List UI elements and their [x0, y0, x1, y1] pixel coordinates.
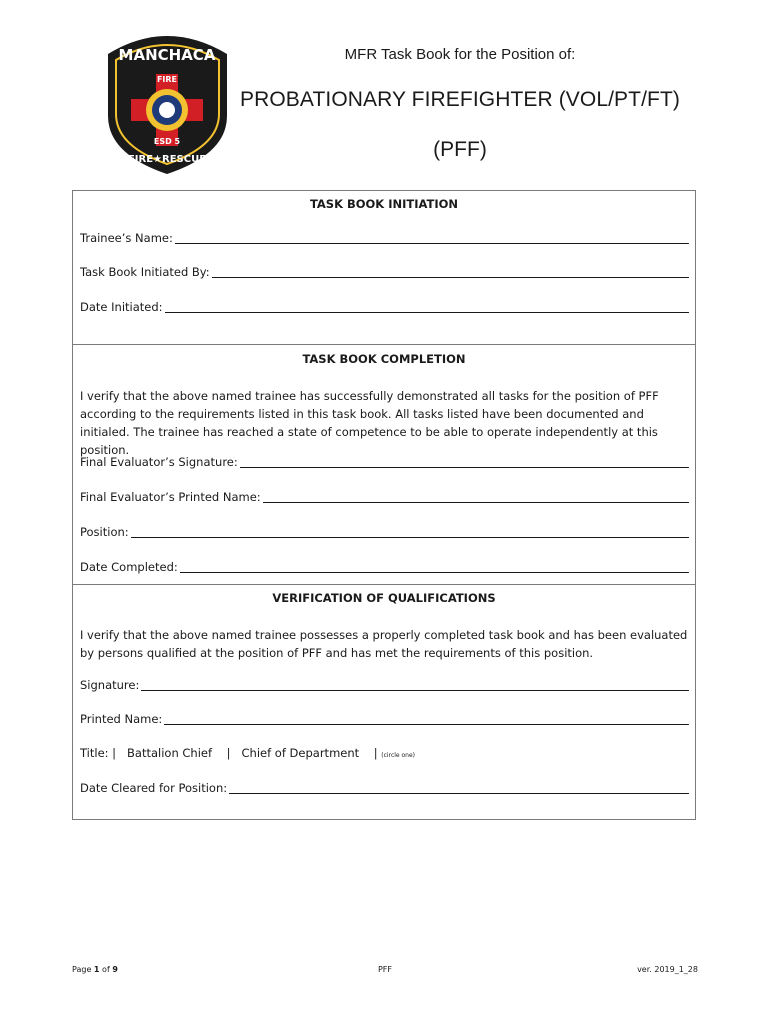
page-of: of — [102, 965, 110, 974]
initiated-by-line[interactable] — [212, 265, 689, 278]
verification-signature-label: Signature: — [80, 678, 140, 692]
title-label: Title: | — [80, 746, 117, 760]
position-code: (PFF) — [433, 138, 487, 161]
task-book-form — [72, 190, 696, 820]
date-completed-line[interactable] — [180, 560, 689, 573]
date-cleared-label: Date Cleared for Position: — [80, 781, 228, 795]
page-number — [72, 965, 118, 974]
completion-statement: I verify that the above named trainee has successfully demonstrated all tasks for the position of PFF according to the requirements listed in this task book. All tasks listed have been documented and initialed. The trainee has reached a state of competence to be able to operate independently at this position. — [80, 389, 659, 457]
trainee-name-field[interactable] — [80, 231, 689, 245]
completion-section — [73, 344, 695, 585]
circle-one-note: (circle one) — [381, 752, 416, 759]
verification-signature-line[interactable] — [141, 678, 689, 691]
logo-top-text: MANCHACA — [118, 46, 216, 64]
date-cleared-field[interactable] — [80, 781, 689, 795]
title-end-separator: | — [373, 746, 378, 760]
logo-fire-text: FIRE — [156, 75, 178, 84]
final-evaluator-signature-line[interactable] — [240, 455, 689, 468]
logo-esd-text: ESD 5 — [153, 137, 181, 146]
verification-signature-field[interactable] — [80, 678, 689, 692]
version-label: ver. 2019_1_28 — [637, 965, 698, 974]
trainee-name-line[interactable] — [175, 231, 689, 244]
verification-printed-name-label: Printed Name: — [80, 712, 163, 726]
page-current: 1 — [93, 965, 100, 974]
date-initiated-label: Date Initiated: — [80, 300, 163, 314]
initiated-by-field[interactable] — [80, 265, 689, 279]
title-option-battalion-chief[interactable]: Battalion Chief — [127, 746, 213, 760]
initiation-heading: TASK BOOK INITIATION — [309, 197, 459, 211]
date-cleared-line[interactable] — [229, 781, 689, 794]
verification-printed-name-field[interactable] — [80, 712, 689, 726]
final-evaluator-printed-name-label: Final Evaluator’s Printed Name: — [80, 490, 261, 504]
manchaca-fire-rescue-logo — [100, 24, 235, 176]
title-selection-row — [80, 746, 415, 760]
logo-bottom-text: FIRE★RESCUE — [127, 154, 207, 165]
verification-section — [73, 584, 695, 821]
footer-position-code: PFF — [377, 965, 393, 974]
date-completed-label: Date Completed: — [80, 560, 178, 574]
trainee-name-label: Trainee’s Name: — [80, 231, 173, 245]
position-field[interactable] — [80, 525, 689, 539]
title-option-chief-of-department[interactable]: Chief of Department — [241, 746, 360, 760]
date-completed-field[interactable] — [80, 560, 689, 574]
title-separator: | — [226, 746, 231, 760]
position-title: PROBATIONARY FIREFIGHTER (VOL/PT/FT) — [240, 88, 680, 111]
date-initiated-line[interactable] — [165, 300, 689, 313]
final-evaluator-signature-label: Final Evaluator’s Signature: — [80, 455, 238, 469]
verification-statement: I verify that the above named trainee possesses a properly completed task book and has been evaluated by persons qualified at the position of PFF and has met the requirements of this position. — [80, 628, 688, 660]
date-initiated-field[interactable] — [80, 300, 689, 314]
final-evaluator-printed-name-field[interactable] — [80, 490, 689, 504]
task-book-subtitle: MFR Task Book for the Position of: — [344, 46, 576, 63]
page-prefix: Page — [72, 965, 92, 974]
verification-heading: VERIFICATION OF QUALIFICATIONS — [272, 591, 496, 605]
page-total: 9 — [112, 965, 118, 974]
completion-heading: TASK BOOK COMPLETION — [302, 352, 466, 366]
position-label: Position: — [80, 525, 129, 539]
verification-printed-name-line[interactable] — [164, 712, 689, 725]
final-evaluator-signature-field[interactable] — [80, 455, 689, 469]
initiated-by-label: Task Book Initiated By: — [80, 265, 210, 279]
initiation-section — [73, 191, 695, 344]
position-line[interactable] — [131, 525, 689, 538]
final-evaluator-printed-name-line[interactable] — [263, 490, 689, 503]
